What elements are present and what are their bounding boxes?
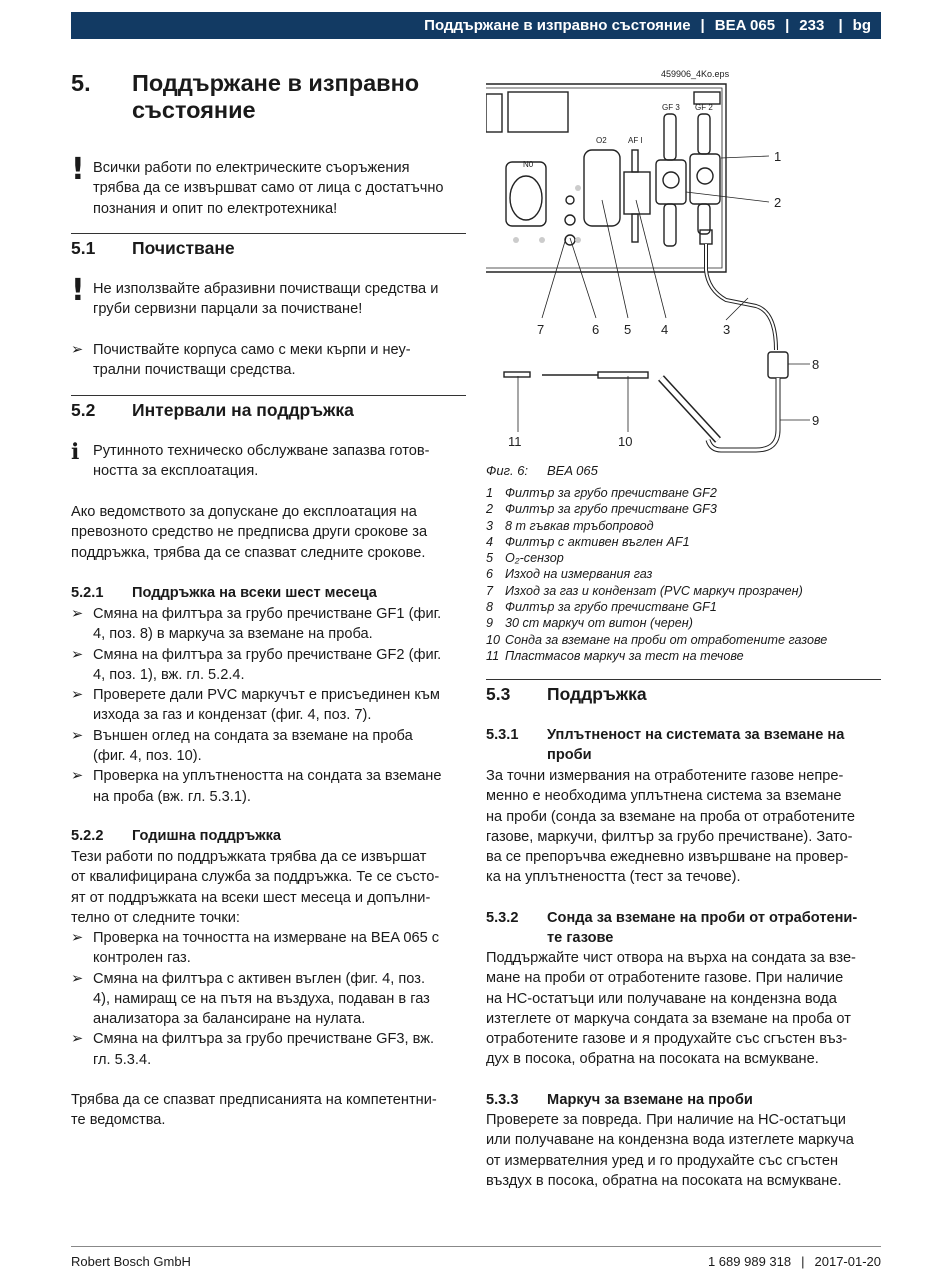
header-model: BEA 065 <box>714 17 776 34</box>
header-title: Поддържане в изправно състояние <box>424 17 691 34</box>
callout-9: 9 <box>812 413 820 428</box>
list-item: ➢ Проверете дали PVC маркучът е присъединен към изхода за газ и кондензат (фиг. 4, поз. 7). <box>71 685 466 726</box>
section-5-2-heading: 5.2 Интервали на поддръжка <box>71 400 354 420</box>
list-item: ➢ Проверка на точността на измерване на BEA 065 с контролен газ. <box>71 928 466 969</box>
panel-display <box>508 92 568 132</box>
arrow-bullet-icon: ➢ <box>71 686 84 704</box>
callout-11: 11 <box>508 434 522 449</box>
chapter-title-line: състояние <box>132 97 256 123</box>
callout-5: 5 <box>624 322 632 337</box>
header-page-number: 233 <box>799 17 825 34</box>
warning-text: Всички работи по електрическите съоръжения трябва да се извършват само от лица с достатъчно познания и опит по електротехника! <box>93 160 444 217</box>
closing-paragraph: Трябва да се спазват предписанията на компетентни- те ведомства. <box>71 1092 437 1129</box>
callout-3: 3 <box>723 322 731 337</box>
list-item: ➢ Смяна на филтъра с активен въглен (фиг. 4, поз. 4), намиращ се на пътя на въздуха, подаван в газ анализатора за балансиране на нулата. <box>71 969 466 1030</box>
arrow-bullet-icon: ➢ <box>71 645 84 663</box>
figure-filename: 459906_4Ko.eps <box>661 69 730 79</box>
section-5-3-2-heading: 5.3.2 Сонда за вземане на проби от отработени- те газове <box>486 910 858 947</box>
legend-item: 2 Филтър за грубо пречистване GF3 <box>486 502 717 517</box>
section-5-2-2-heading: 5.2.2 Годишна поддръжка <box>71 828 282 844</box>
figure-bea065-diagram <box>486 80 881 460</box>
legend-item: 7 Изход за газ и кондензат (PVC маркуч прозрачен) <box>486 583 803 598</box>
info-icon: ℹ <box>71 440 80 465</box>
chapter-number: 5. <box>71 70 91 96</box>
legend-item: 1 Филтър за грубо пречистване GF2 <box>486 486 717 500</box>
callout-8: 8 <box>812 357 820 372</box>
legend-item: 6 Изход на измервания газ <box>486 567 653 582</box>
gf3-filter <box>656 160 686 204</box>
exclamation-icon: ! <box>71 273 85 308</box>
callout-7: 7 <box>537 322 545 337</box>
legend-item: 8 Филтър за грубо пречистване GF1 <box>486 600 717 615</box>
list-item: ➢ Смяна на филтъра за грубо пречистване GF1 (фиг. 4, поз. 8) в маркуча за вземане на проба. <box>71 604 466 645</box>
callout-4: 4 <box>661 322 669 337</box>
callout-1: 1 <box>774 149 782 164</box>
af-label: AF I <box>628 136 643 145</box>
warning-electrical <box>71 152 466 219</box>
n0-sensor-housing <box>506 162 546 226</box>
legend-item: 10 Сонда за вземане на проби от отработените газове <box>486 632 828 647</box>
footer-company: Robert Bosch GmbH <box>71 1254 191 1269</box>
section-divider <box>486 679 881 680</box>
arrow-bullet-icon: ➢ <box>71 929 84 946</box>
activated-carbon-filter <box>624 172 650 214</box>
info-note <box>71 441 466 482</box>
page-header-bar <box>71 12 881 39</box>
leak-test-hose <box>504 372 530 377</box>
warning-text: Не използвайте абразивни почистващи средства и груби сервизни парцали за почистване! <box>93 281 439 318</box>
o2-label: O2 <box>596 136 607 145</box>
warning-cleaning <box>71 273 466 320</box>
gf1-filter <box>768 352 788 378</box>
section-divider <box>71 233 466 234</box>
callout-10: 10 <box>618 434 633 449</box>
arrow-bullet-icon: ➢ <box>71 726 84 744</box>
arrow-bullet-icon: ➢ <box>71 767 84 785</box>
chapter-title-line: Поддържане в изправно <box>132 70 420 96</box>
flexible-hose <box>706 244 776 350</box>
header-language: bg <box>852 17 871 34</box>
chapter-title <box>132 70 419 124</box>
legend-item: 5 O₂-сензор <box>486 551 564 566</box>
list-item: ➢ Проверка на уплътнеността на сондата за вземане на проба (вж. гл. 5.3.1). <box>71 766 466 807</box>
six-month-list <box>71 604 466 807</box>
legend-item: 11 Пластмасов маркуч за тест на течове <box>486 648 744 663</box>
n0-label: N0 <box>523 160 534 169</box>
list-item: ➢ Външен оглед на сондата за вземане на проба (фиг. 4, поз. 10). <box>71 726 466 767</box>
section-5-1-heading: 5.1 Почистване <box>71 238 235 258</box>
callout-2: 2 <box>774 195 782 210</box>
list-item: ➢ Смяна на филтъра за грубо пречистване GF2 (фиг. 4, поз. 1), вж. гл. 5.2.4. <box>71 645 466 686</box>
header-separator: | <box>785 17 790 34</box>
arrow-bullet-icon: ➢ <box>71 341 84 358</box>
callout-6: 6 <box>592 322 600 337</box>
page-footer <box>71 1246 881 1269</box>
section-divider <box>71 395 466 396</box>
panel-slot <box>486 94 502 132</box>
step-text: Почиствайте корпуса само с меки кърпи и неу- трални почистващи средства. <box>93 342 411 379</box>
info-text: Рутинното техническо обслужване запазва готов- ността за експлоатация. <box>93 443 430 480</box>
footer-doc-number: 1 689 989 318 <box>707 1254 792 1269</box>
o2-sensor <box>584 150 620 226</box>
leak-tightness-paragraph: За точни измервания на отработените газове непре- менно е необходима уплътнена система за вземане на проби (сонда за вземане на проба от отработените газове, маркучи, филтър за грубо пречистване). Зато- ва се препоръчва ежедневно извършване на провер- ка на уплътнеността (тест за течове). <box>486 768 856 886</box>
arrow-bullet-icon: ➢ <box>71 969 84 987</box>
annual-list <box>71 928 466 1070</box>
hose-paragraph: Проверете за повреда. При наличие на HC-остатъци или получаване на кондензна вода изтеглете маркуча от измервателния уред и го продухайте със сгъстен въздух в посока, обратна на посоката на всмукване. <box>486 1112 854 1189</box>
gf3-label: GF 3 <box>662 103 680 112</box>
section-5-3-3-heading: 5.3.3 Маркуч за вземане на проби <box>486 1092 753 1108</box>
n0-sensor-window <box>510 176 542 220</box>
figure-legend <box>486 485 881 664</box>
intervals-paragraph: Ако ведомството за допускане до експлоатация на превозното средство не предписва други срокове за поддръжка, трябва да се спазват следните срокове. <box>71 504 428 561</box>
section-5-2-1-heading: 5.2.1 Поддръжка на всеки шест месеца <box>71 585 377 601</box>
legend-item: 3 8 m гъвкав тръбопровод <box>486 518 654 533</box>
probe-spring <box>598 372 648 378</box>
header-separator: | <box>700 17 705 34</box>
chapter-heading <box>71 70 466 124</box>
header-separator: | <box>834 17 843 34</box>
annual-paragraph: Тези работи по поддръжката трябва да се извършат от квалифицирана служба за поддръжка. Те се състо- ят от поддръжката на всеки шест месеца и допълни- телно от следните точки: <box>71 849 440 926</box>
arrow-bullet-icon: ➢ <box>71 1030 84 1048</box>
gf2-filter <box>690 154 720 204</box>
section-5-3-1-heading: 5.3.1 Уплътненост на системата за вземане на проби <box>486 727 845 764</box>
probe-paragraph: Поддържайте чист отвора на върха на сондата за взе- мане на проби от отработените газове. При наличие на HC-остатъци или получаване на кондензна вода изтеглете от маркуча сондата за вземане на проба от отработените газове и я продухайте със сгъстен въз- дух в посока, обратна на посоката на всмукване. <box>486 950 856 1068</box>
footer-meta: 1 689 989 318 | 2017-01-20 <box>707 1254 881 1269</box>
gf2-label: GF 2 <box>695 103 713 112</box>
arrow-bullet-icon: ➢ <box>71 605 84 622</box>
legend-item: 4 Филтър с активен въглен AF1 <box>486 534 690 549</box>
list-item: ➢ Смяна на филтъра за грубо пречистване GF3, вж. гл. 5.3.4. <box>71 1029 466 1070</box>
figure-caption: Фиг. 6: BEA 065 <box>486 463 598 478</box>
legend-item: 9 30 cm маркуч от витон (черен) <box>486 616 693 631</box>
footer-date: 2017-01-20 <box>814 1254 881 1269</box>
exclamation-icon: ! <box>71 152 85 187</box>
section-5-3-heading: 5.3 Поддръжка <box>486 684 647 704</box>
cleaning-step <box>71 340 466 381</box>
